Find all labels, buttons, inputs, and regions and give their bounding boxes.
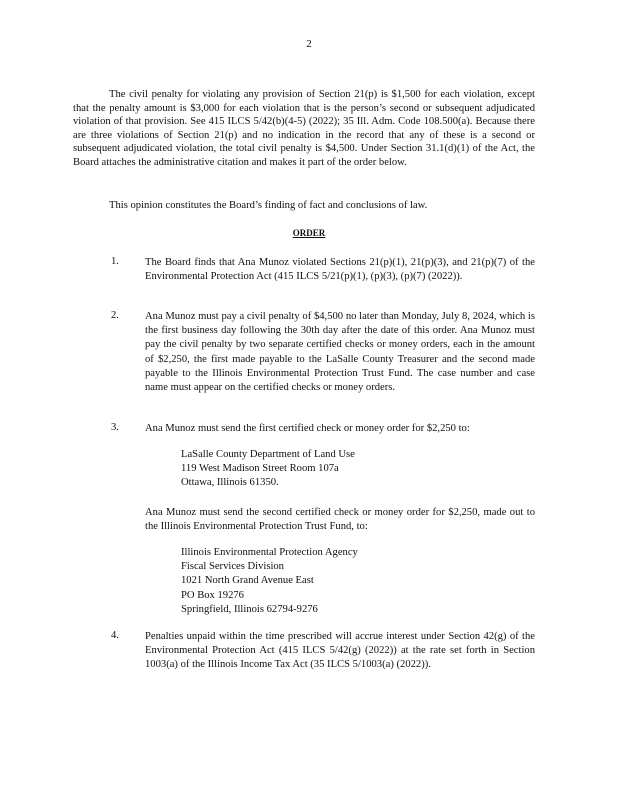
second-payment-text: Ana Munoz must send the second certified check or money order for $2,250, made out to the Illinois Environmental Protection Trust Fund, to: (145, 507, 535, 533)
address-line: PO Box 19276 (181, 589, 244, 601)
item-text: Penalties unpaid within the time prescribed will accrue interest under Section 42(g) of the Environmental Protection Act (415 ILCS 5/42(g) (2022)) at the rate set forth in Section 1003(a) of the Illinois Income Tax Act (35 ILCS 5/1003(a) (2022)). (145, 631, 535, 671)
address-line: 1021 North Grand Avenue East (181, 575, 314, 587)
iepa-address (181, 546, 358, 617)
address-line: 119 West Madison Street Room 107a (181, 463, 339, 475)
item-number: 1. (111, 256, 119, 267)
order-heading: ORDER (292, 228, 326, 238)
address-line: Springfield, Illinois 62794-9276 (181, 603, 318, 615)
address-line: Ottawa, Illinois 61350. (181, 477, 279, 489)
lasalle-address (181, 448, 355, 491)
address-line: Illinois Environmental Protection Agency (181, 547, 358, 558)
item-number: 4. (111, 630, 119, 641)
item-number: 2. (111, 310, 119, 321)
item-text: The Board finds that Ana Munoz violated Sections 21(p)(1), 21(p)(3), and 21(p)(7) of the Environmental Protection Act (415 ILCS 5/21(p)(1), (p)(3), (p)(7) (2022)). (145, 257, 535, 283)
address-line: Fiscal Services Division (181, 561, 284, 573)
address-line: LaSalle County Department of Land Use (181, 449, 355, 460)
item-number: 3. (111, 422, 119, 433)
findings-paragraph: This opinion constitutes the Board’s finding of fact and conclusions of law. (109, 200, 428, 211)
penalty-paragraph: The civil penalty for violating any provision of Section 21(p) is $1,500 for each violation, except that the penalty amount is $3,000 for each violation that is the person’s second or subsequent adjudicated violation of that provision. See 415 ILCS 5/42(b)(4-5) (2022); 35 Ill. Adm. Code 108.500(a). Because there are three violations of Section 21(p) and no indication in the record that any of these is a second or subsequent adjudicated violation, the total civil penalty is $4,500. Under Section 31.1(d)(1) of the Act, the Board attaches the administrative citation and makes it part of the order below. (73, 89, 535, 168)
item-text: Ana Munoz must send the first certified check or money order for $2,250 to: (145, 423, 470, 434)
page-number: 2 (306, 38, 312, 50)
item-text: Ana Munoz must pay a civil penalty of $4,500 no later than Monday, July 8, 2024, which is the first business day following the 30th day after the date of this order. Ana Munoz must pay the civil penalty by two separate certified checks or money orders, each in the amount of $2,250, the first made payable to the LaSalle County Treasurer and the second made payable to the Illinois Environmental Protection Trust Fund. The case number and case name must appear on the certified checks or money orders. (145, 311, 535, 394)
